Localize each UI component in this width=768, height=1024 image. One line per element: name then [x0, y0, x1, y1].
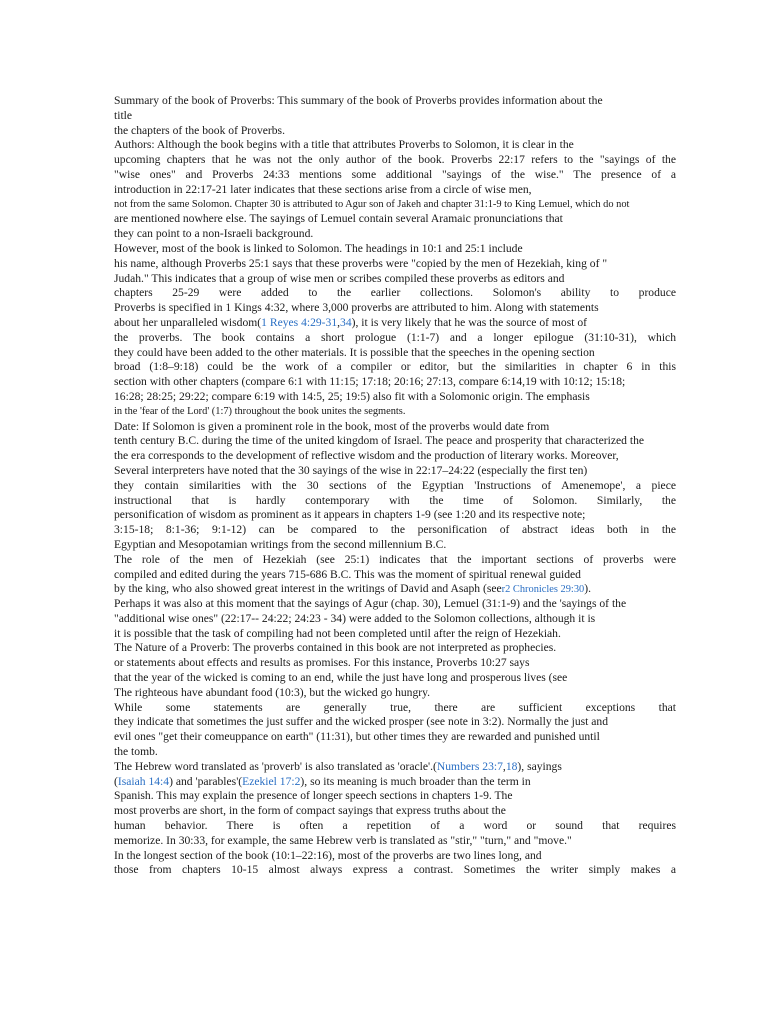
text-span: ).	[584, 582, 591, 596]
text-span: ), sayings	[517, 759, 562, 773]
text-line: not from the same Solomon. Chapter 30 is attributed to Agur son of Jakeh and chapter 31:1-9 to King Lemuel, which do not	[114, 198, 630, 210]
text-span: ,	[337, 315, 341, 329]
scripture-link[interactable]: r2 Chronicles 29:30	[501, 584, 585, 596]
text-line: the chapters of the book of Proverbs.	[114, 123, 285, 137]
scripture-link[interactable]: 34	[340, 315, 352, 329]
text-line: title	[114, 108, 133, 122]
text-line: Judah." This indicates that a group of wise men or scribes compiled these proverbs as editors and	[114, 271, 565, 285]
text-line: compiled and edited during the years 715-686 B.C. This was the moment of spiritual renewal guided	[114, 567, 581, 581]
scripture-link[interactable]: 1 Reyes 4:29-31	[261, 315, 338, 329]
text-line: the proverbs. The book contains a short prologue (1:1-7) and a longer epilogue (31:10-31), which	[114, 330, 676, 344]
text-line: Summary of the book of Proverbs: This summary of the book of Proverbs provides information about the	[114, 94, 603, 107]
text-line: section with other chapters (compare 6:1 with 11:15; 17:18; 20:16; 27:13, compare 6:14,19 with 10:12; 15:18;	[114, 375, 626, 389]
scripture-link[interactable]: 18	[505, 759, 518, 773]
text-line: The role of the men of Hezekiah (see 25:1) indicates that the important sections of proverbs were	[114, 552, 676, 566]
text-line: it is possible that the task of compiling had not been completed until after the reign of Hezekiah.	[114, 626, 561, 640]
text-line	[114, 582, 676, 597]
text-line: those from chapters 10-15 almost always express a contrast. Sometimes the writer simply makes a	[114, 863, 676, 877]
text-span: The Hebrew word translated as 'proverb' is also translated as 'oracle'.(	[114, 759, 437, 773]
text-line: tenth century B.C. during the time of the united kingdom of Israel. The peace and prosperity that characterized the	[114, 434, 645, 448]
text-line: his name, although Proverbs 25:1 says that these proverbs were "copied by the men of Hezekiah, king of "	[114, 256, 608, 270]
scripture-link[interactable]: Numbers 23:7	[436, 759, 503, 773]
text-line	[114, 316, 676, 331]
text-span: ) and 'parables'(	[169, 774, 243, 788]
text-line	[114, 775, 676, 790]
text-line: human behavior. There is often a repetition of a word or sound that requires	[114, 819, 676, 833]
text-line: instructional that is hardly contemporary with the time of Solomon. Similarly, the	[114, 493, 676, 507]
text-line: Several interpreters have noted that the 30 sayings of the wise in 22:17–24:22 (especially the first ten)	[114, 463, 588, 477]
text-line: introduction in 22:17-21 later indicates that these sections arise from a circle of wise men,	[114, 182, 532, 196]
text-line: 3:15-18; 8:1-36; 9:1-12) can be compared to the personification of abstract ideas both in the	[114, 523, 676, 537]
text-line: memorize. In 30:33, for example, the same Hebrew verb is translated as "stir," "turn," and "move."	[114, 833, 572, 847]
text-line: While some statements are generally true, there are sufficient exceptions that	[114, 700, 676, 714]
text-line: the era corresponds to the development of reflective wisdom and the production of literary works. Moreover,	[114, 449, 619, 463]
text-line: broad (1:8–9:18) could be the work of a compiler or editor, but the similarities in chapter 6 in this	[114, 360, 676, 374]
text-line: chapters 25-29 were added to the earlier collections. Solomon's ability to produce	[114, 286, 676, 300]
text-line: Perhaps it was also at this moment that the sayings of Agur (chap. 30), Lemuel (31:1-9) and the 'sayings of the	[114, 597, 627, 611]
text-line: they could have been added to the other materials. It is possible that the speeches in the opening section	[114, 345, 595, 359]
text-line	[114, 760, 676, 775]
text-span: about her unparalleled wisdom(	[114, 315, 262, 329]
text-line: the tomb.	[114, 745, 158, 759]
text-line: The righteous have abundant food (10:3), but the wicked go hungry.	[114, 685, 431, 699]
text-line: 16:28; 28:25; 29:22; compare 6:19 with 14:5, 25; 19:5) also fit with a Solomonic origin. The emphasis	[114, 389, 590, 403]
text-span: by the king, who also showed great interest in the writings of David and Asaph (see	[114, 582, 502, 596]
text-line: Egyptian and Mesopotamian writings from the second millennium B.C.	[114, 537, 447, 551]
text-line: "additional wise ones" (22:17-- 24:22; 24:23 - 34) were added to the Solomon collections, although it is	[114, 611, 596, 625]
text-line: "wise ones" and Proverbs 24:33 mentions some additional "sayings of the wise." The presence of a	[114, 167, 676, 181]
text-line: they contain similarities with the 30 sections of the Egyptian 'Instructions of Amenemope', a piece	[114, 478, 676, 492]
text-span: ), it is very likely that he was the source of most of	[351, 315, 588, 329]
text-line: Date: If Solomon is given a prominent role in the book, most of the proverbs would date from	[114, 419, 550, 433]
text-line: or statements about effects and results as promises. For this instance, Proverbs 10:27 says	[114, 656, 530, 670]
text-line: personification of wisdom as prominent as it appears in chapters 1-9 (see 1:20 and its respective note;	[114, 508, 586, 522]
document-body	[114, 94, 676, 878]
text-span: ), so its meaning is much broader than the term in	[300, 774, 531, 788]
text-line: In the longest section of the book (10:1–22:16), most of the proverbs are two lines long, and	[114, 848, 542, 862]
text-line: they indicate that sometimes the just suffer and the wicked prosper (see note in 3:2). Normally the just and	[114, 715, 609, 729]
text-line: However, most of the book is linked to Solomon. The headings in 10:1 and 25:1 include	[114, 241, 523, 255]
text-line: in the 'fear of the Lord' (1:7) throughout the book unites the segments.	[114, 405, 406, 417]
text-line: upcoming chapters that he was not the only author of the book. Proverbs 22:17 refers to the "sayings of the	[114, 153, 676, 167]
text-line: evil ones "get their comeuppance on earth" (11:31), but other times they are rewarded and punished until	[114, 730, 600, 744]
text-line: that the year of the wicked is coming to an end, while the just have long and prosperous lives (see	[114, 671, 568, 685]
text-line: Proverbs is specified in 1 Kings 4:32, where 3,000 proverbs are attributed to him. Along with statements	[114, 301, 599, 315]
text-line: Spanish. This may explain the presence of longer speech sections in chapters 1-9. The	[114, 789, 513, 803]
scripture-link[interactable]: Isaiah 14:4	[117, 774, 170, 788]
text-span: ,	[502, 759, 506, 773]
text-line: Authors: Although the book begins with a title that attributes Proverbs to Solomon, it is clear in the	[114, 138, 574, 152]
text-line: The Nature of a Proverb: The proverbs contained in this book are not interpreted as prophecies.	[114, 641, 557, 655]
text-span: (	[114, 774, 118, 788]
text-line: most proverbs are short, in the form of compact sayings that express truths about the	[114, 804, 506, 818]
text-line: they can point to a non-Israeli background.	[114, 227, 314, 241]
scripture-link[interactable]: Ezekiel 17:2	[242, 774, 301, 788]
text-line: are mentioned nowhere else. The sayings of Lemuel contain several Aramaic pronunciations that	[114, 212, 563, 226]
